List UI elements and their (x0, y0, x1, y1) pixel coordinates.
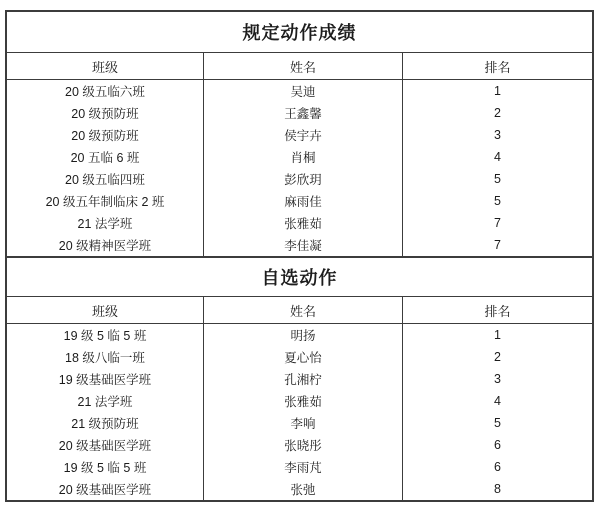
header-row (7, 297, 592, 324)
table-row (7, 234, 592, 256)
name-cell: 李雨芃 (204, 456, 403, 478)
table-row (7, 346, 592, 368)
class-cell: 19 级 5 临 5 班 (7, 324, 204, 346)
header-rank: 排名 (484, 59, 511, 75)
class-cell: 19 级基础医学班 (7, 368, 204, 390)
name-cell: 王鑫馨 (204, 102, 403, 124)
table-row (7, 80, 592, 102)
table-row (7, 390, 592, 412)
rank-cell: 8 (494, 482, 501, 496)
rank-cell: 1 (494, 84, 501, 98)
name-cell: 肖桐 (204, 146, 403, 168)
table-row (7, 190, 592, 212)
rank-cell: 3 (494, 128, 501, 142)
table-row (7, 102, 592, 124)
table-row (7, 368, 592, 390)
class-cell: 20 五临 6 班 (7, 146, 204, 168)
table-body (7, 324, 592, 500)
header-name: 姓名 (204, 297, 403, 323)
section-prescribed-routine (7, 12, 592, 256)
class-cell: 20 级精神医学班 (7, 234, 204, 256)
rank-cell: 5 (494, 194, 501, 208)
rank-cell: 4 (494, 394, 501, 408)
header-name: 姓名 (204, 53, 403, 79)
class-cell: 20 级五临四班 (7, 168, 204, 190)
section-optional-routine (7, 256, 592, 500)
name-cell: 张弛 (204, 478, 403, 500)
name-cell: 李响 (204, 412, 403, 434)
table-row (7, 168, 592, 190)
table-body (7, 80, 592, 256)
class-cell: 19 级 5 临 5 班 (7, 456, 204, 478)
class-cell: 20 级预防班 (7, 102, 204, 124)
table-row (7, 456, 592, 478)
name-cell: 孔湘柠 (204, 368, 403, 390)
section-title-prescribed-routine: 规定动作成绩 (7, 12, 592, 53)
class-cell: 21 级预防班 (7, 412, 204, 434)
table-row (7, 434, 592, 456)
rank-cell: 5 (494, 172, 501, 186)
rank-cell: 6 (494, 438, 501, 452)
name-cell: 明扬 (204, 324, 403, 346)
table-row (7, 478, 592, 500)
name-cell: 夏心怡 (204, 346, 403, 368)
table-row (7, 146, 592, 168)
name-cell: 麻雨佳 (204, 190, 403, 212)
name-cell: 张雅茹 (204, 212, 403, 234)
rank-cell: 7 (494, 216, 501, 230)
class-cell: 21 法学班 (7, 212, 204, 234)
name-cell: 彭欣玥 (204, 168, 403, 190)
header-row (7, 53, 592, 80)
name-cell: 李佳凝 (204, 234, 403, 256)
rank-cell: 1 (494, 328, 501, 342)
class-cell: 20 级预防班 (7, 124, 204, 146)
class-cell: 18 级八临一班 (7, 346, 204, 368)
table-row (7, 212, 592, 234)
table-row (7, 324, 592, 346)
rank-cell: 3 (494, 372, 501, 386)
rank-cell: 4 (494, 150, 501, 164)
class-cell: 21 法学班 (7, 390, 204, 412)
section-title-optional-routine: 自选动作 (7, 258, 592, 297)
class-cell: 20 级基础医学班 (7, 478, 204, 500)
rank-cell: 2 (494, 350, 501, 364)
name-cell: 吴迪 (204, 80, 403, 102)
header-class: 班级 (7, 53, 204, 79)
name-cell: 张晓彤 (204, 434, 403, 456)
name-cell: 张雅茹 (204, 390, 403, 412)
rank-cell: 7 (494, 238, 501, 252)
class-cell: 20 级五年制临床 2 班 (7, 190, 204, 212)
header-class: 班级 (7, 297, 204, 323)
class-cell: 20 级基础医学班 (7, 434, 204, 456)
table-row (7, 124, 592, 146)
header-rank: 排名 (484, 303, 511, 319)
rank-cell: 5 (494, 416, 501, 430)
table-row (7, 412, 592, 434)
class-cell: 20 级五临六班 (7, 80, 204, 102)
rank-cell: 6 (494, 460, 501, 474)
results-table (5, 10, 594, 502)
name-cell: 侯宇卉 (204, 124, 403, 146)
rank-cell: 2 (494, 106, 501, 120)
